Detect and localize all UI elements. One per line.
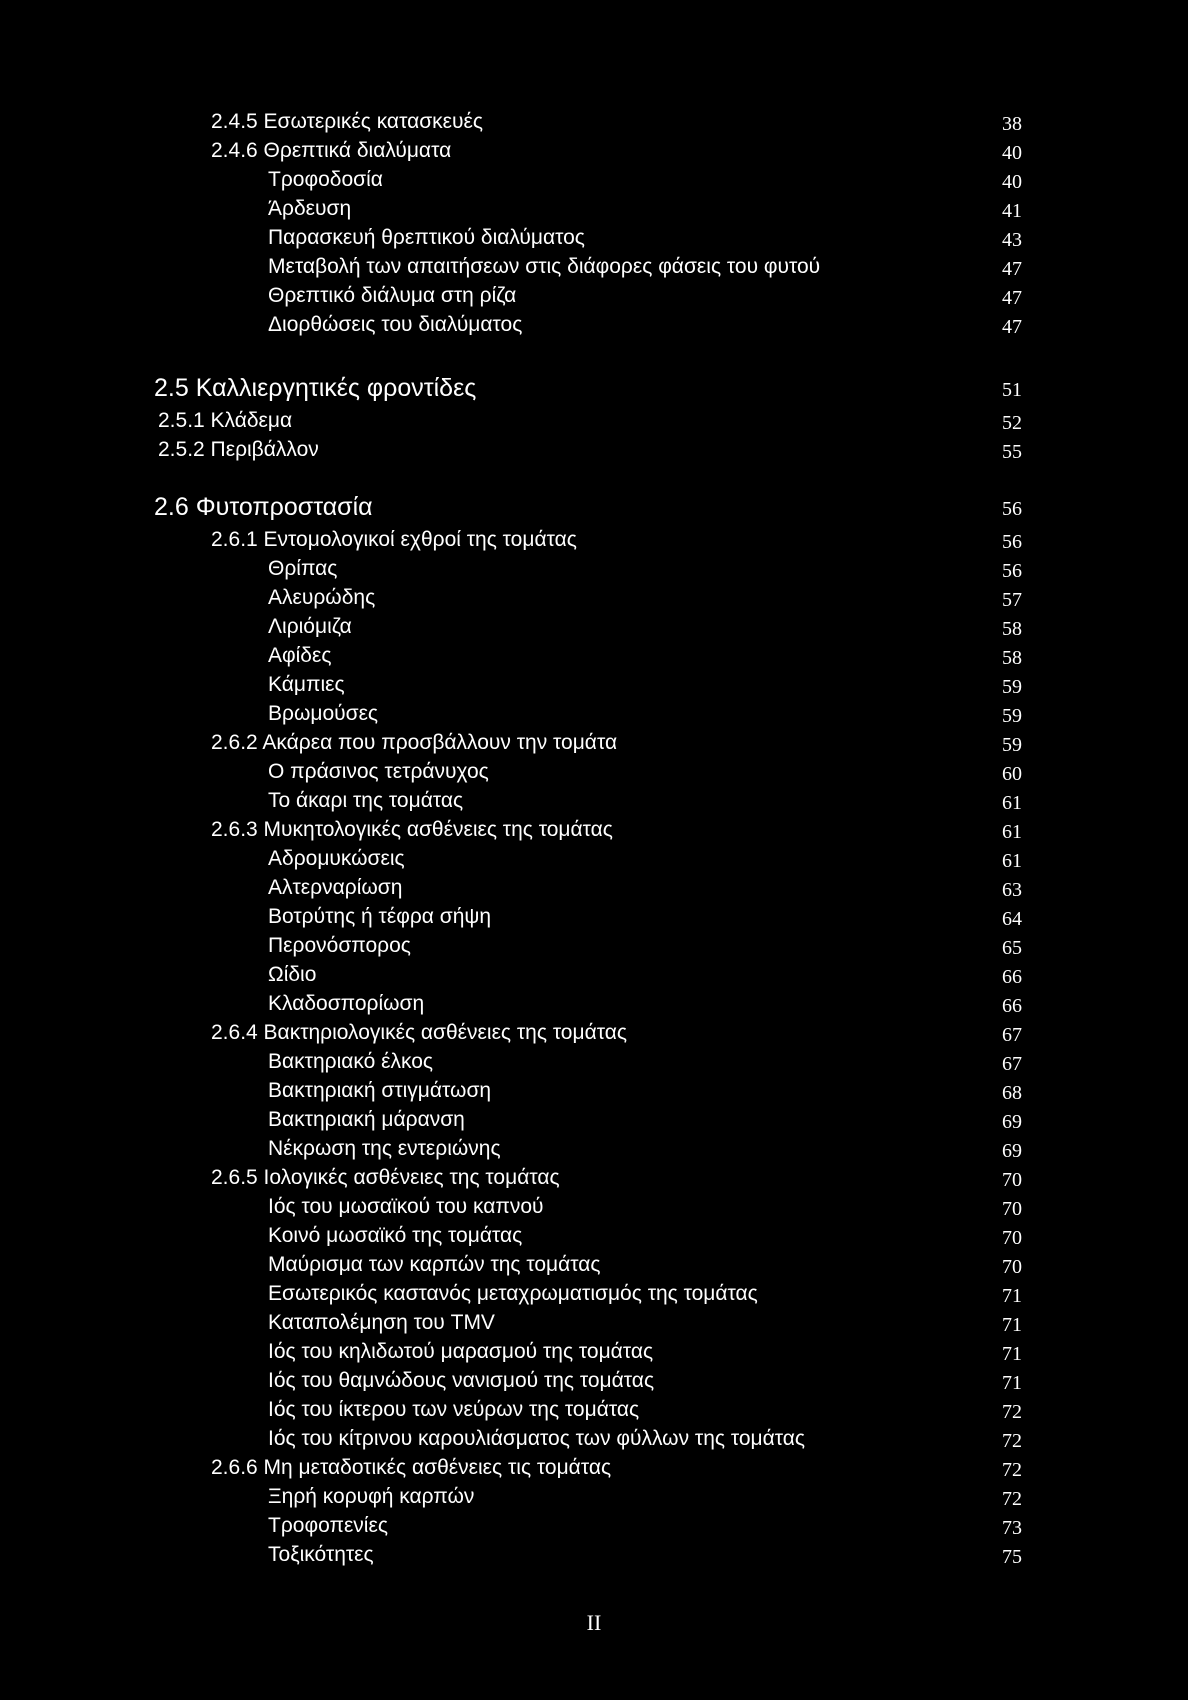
- toc-entry-page: 38: [1002, 113, 1022, 135]
- toc-entry: [0, 556, 1188, 586]
- toc-entry: [0, 1368, 1188, 1398]
- toc-entry: [0, 759, 1188, 789]
- toc-entry-label: Κλαδοσπορίωση: [268, 992, 425, 1015]
- toc-entry: [0, 312, 1188, 342]
- toc-entry-page: 64: [1002, 908, 1022, 930]
- toc-entry-page: 59: [1002, 705, 1022, 727]
- toc-entry-page: 75: [1002, 1546, 1022, 1568]
- toc-entry: [0, 1339, 1188, 1369]
- toc-entry-page: 73: [1002, 1517, 1022, 1539]
- toc-entry-page: 47: [1002, 258, 1022, 280]
- toc-entry-page: 43: [1002, 229, 1022, 251]
- toc-entry-page: 70: [1002, 1198, 1022, 1220]
- toc-entry-page: 61: [1002, 792, 1022, 814]
- toc-entry-label: Θρεπτικό διάλυμα στη ρίζα: [268, 284, 517, 307]
- toc-section-heading: [0, 492, 1188, 522]
- toc-entry: [0, 1223, 1188, 1253]
- toc-entry-page: 71: [1002, 1285, 1022, 1307]
- toc-entry-label: Το άκαρι της τομάτας: [268, 789, 464, 812]
- toc-entry-label: Άρδευση: [268, 197, 352, 220]
- toc-entry-page: 47: [1002, 316, 1022, 338]
- toc-entry: [0, 962, 1188, 992]
- toc-entry-page: 70: [1002, 1169, 1022, 1191]
- toc-entry-label: Βακτηριακή μάρανση: [268, 1108, 465, 1131]
- toc-entry: [0, 1455, 1188, 1485]
- toc-entry-label: 2.6 Φυτοπροστασία: [154, 493, 373, 521]
- toc-entry: [0, 585, 1188, 615]
- toc-entry-label: 2.6.1 Εντομολογικοί εχθροί της τομάτας: [211, 528, 577, 551]
- toc-entry: [0, 1426, 1188, 1456]
- toc-entry-page: 57: [1002, 589, 1022, 611]
- toc-entry: [0, 1484, 1188, 1514]
- toc-entry-page: 71: [1002, 1372, 1022, 1394]
- toc-entry-label: 2.6.4 Βακτηριολογικές ασθένειες της τομάτας: [211, 1021, 627, 1044]
- toc-entry-label: Νέκρωση της εντεριώνης: [268, 1137, 501, 1160]
- toc-entry: [0, 225, 1188, 255]
- toc-entry-label: Ξηρή κορυφή καρπών: [268, 1485, 475, 1508]
- toc-entry-page: 56: [1002, 560, 1022, 582]
- toc-entry: [0, 1310, 1188, 1340]
- toc-entry: [0, 1020, 1188, 1050]
- toc-entry-label: Βρωμούσες: [268, 702, 379, 725]
- toc-entry-label: Τοξικότητες: [268, 1543, 374, 1566]
- toc-entry-label: Ιός του ίκτερου των νεύρων της τομάτας: [268, 1398, 640, 1421]
- toc-entry-page: 66: [1002, 995, 1022, 1017]
- toc-entry: [0, 109, 1188, 139]
- toc-entry: [0, 846, 1188, 876]
- toc-entry-label: Μεταβολή των απαιτήσεων στις διάφορες φάσεις του φυτού: [268, 255, 821, 278]
- toc-entry-label: Καταπολέμηση του TMV: [268, 1311, 495, 1334]
- toc-entry: [0, 1513, 1188, 1543]
- toc-entry-page: 52: [1002, 412, 1022, 434]
- toc-entry: [0, 643, 1188, 673]
- toc-entry: [0, 1252, 1188, 1282]
- toc-entry: [0, 1136, 1188, 1166]
- toc-entry: [0, 788, 1188, 818]
- toc-entry-label: Τροφοπενίες: [268, 1514, 388, 1537]
- toc-entry-label: Βοτρύτης ή τέφρα σήψη: [268, 905, 492, 928]
- toc-entry-label: Αλτερναρίωση: [268, 876, 403, 899]
- toc-entry-page: 71: [1002, 1314, 1022, 1336]
- toc-entry-label: 2.5 Καλλιεργητικές φροντίδες: [154, 374, 477, 402]
- toc-entry-page: 58: [1002, 618, 1022, 640]
- toc-entry-label: Λιριόμιζα: [268, 615, 352, 638]
- toc-entry-page: 41: [1002, 200, 1022, 222]
- toc-entry-label: Περονόσπορος: [268, 934, 411, 957]
- toc-entry: [0, 1107, 1188, 1137]
- toc-entry-page: 67: [1002, 1053, 1022, 1075]
- toc-entry-label: Κοινό μωσαϊκό της τομάτας: [268, 1224, 523, 1247]
- toc-entry: [0, 437, 1188, 467]
- toc-entry: [0, 701, 1188, 731]
- toc-entry-label: Ιός του κηλιδωτού μαρασμού της τομάτας: [268, 1340, 654, 1363]
- toc-entry-label: Ιός του μωσαϊκού του καπνού: [268, 1195, 544, 1218]
- toc-entry-page: 71: [1002, 1343, 1022, 1365]
- toc-entry-page: 59: [1002, 734, 1022, 756]
- toc-entry-label: 2.6.3 Μυκητολογικές ασθένειες της τομάτας: [211, 818, 613, 841]
- toc-entry-label: Βακτηριακό έλκος: [268, 1050, 434, 1073]
- toc-entry: [0, 614, 1188, 644]
- toc-entry-label: Μαύρισμα των καρπών της τομάτας: [268, 1253, 601, 1276]
- toc-entry-page: 72: [1002, 1401, 1022, 1423]
- toc-entry: [0, 904, 1188, 934]
- toc-entry-page: 69: [1002, 1111, 1022, 1133]
- toc-entry: [0, 1194, 1188, 1224]
- toc-entry-page: 69: [1002, 1140, 1022, 1162]
- toc-entry-label: Ιός του θαμνώδους νανισμού της τομάτας: [268, 1369, 655, 1392]
- toc-entry-page: 55: [1002, 441, 1022, 463]
- toc-entry: [0, 138, 1188, 168]
- toc-entry-page: 58: [1002, 647, 1022, 669]
- toc-entry-label: 2.5.1 Κλάδεμα: [158, 409, 293, 432]
- toc-entry: [0, 254, 1188, 284]
- page-number-footer: II: [586, 1610, 602, 1635]
- toc-entry: [0, 1397, 1188, 1427]
- toc-entry-label: 2.6.6 Μη μεταδοτικές ασθένειες τις τομάτας: [211, 1456, 612, 1479]
- toc-entry-label: 2.6.2 Ακάρεα που προσβάλλουν την τομάτα: [211, 731, 618, 754]
- toc-entry-page: 56: [1002, 531, 1022, 553]
- toc-entry-page: 59: [1002, 676, 1022, 698]
- toc-entry-label: 2.6.5 Ιολογικές ασθένειες της τομάτας: [211, 1166, 560, 1189]
- toc-entry: [0, 527, 1188, 557]
- toc-section-heading: [0, 373, 1188, 403]
- toc-entry-label: Κάμπιες: [268, 673, 345, 696]
- toc-entry-label: Εσωτερικός καστανός μεταχρωματισμός της τομάτας: [268, 1282, 758, 1305]
- toc-entry: [0, 167, 1188, 197]
- toc-entry-page: 72: [1002, 1488, 1022, 1510]
- toc-entry-label: Τροφοδοσία: [268, 168, 383, 191]
- toc-entry-label: Θρίπας: [268, 557, 338, 580]
- toc-entry-page: 61: [1002, 821, 1022, 843]
- toc-entry-label: Ωίδιο: [268, 963, 317, 986]
- toc-entry-page: 56: [1002, 498, 1022, 520]
- toc-entry-label: 2.4.6 Θρεπτικά διαλύματα: [211, 139, 452, 162]
- toc-entry-page: 72: [1002, 1459, 1022, 1481]
- toc-entry-page: 63: [1002, 879, 1022, 901]
- toc-entry-page: 66: [1002, 966, 1022, 988]
- toc-entry: [0, 991, 1188, 1021]
- toc-entry: [0, 1281, 1188, 1311]
- toc-entry-label: Παρασκευή θρεπτικού διαλύματος: [268, 226, 585, 249]
- toc-entry-page: 60: [1002, 763, 1022, 785]
- toc-entry: [0, 1049, 1188, 1079]
- toc-entry-label: Αδρομυκώσεις: [268, 847, 405, 870]
- toc-entry-page: 47: [1002, 287, 1022, 309]
- toc-entry-label: Ο πράσινος τετράνυχος: [268, 760, 489, 783]
- toc-entry: [0, 875, 1188, 905]
- toc-entry: [0, 196, 1188, 226]
- toc-entry: [0, 817, 1188, 847]
- toc-entry-label: Αλευρώδης: [268, 586, 376, 609]
- toc-entry: [0, 672, 1188, 702]
- toc-entry-page: 67: [1002, 1024, 1022, 1046]
- toc-entry-label: Αφίδες: [268, 644, 332, 667]
- toc-entry: [0, 730, 1188, 760]
- toc-entry: [0, 933, 1188, 963]
- toc-entry: [0, 408, 1188, 438]
- toc-entry-page: 70: [1002, 1256, 1022, 1278]
- toc-entry-page: 40: [1002, 142, 1022, 164]
- toc-entry-label: Βακτηριακή στιγμάτωση: [268, 1079, 492, 1102]
- toc-entry: [0, 1542, 1188, 1572]
- toc-entry-label: Διορθώσεις του διαλύματος: [268, 313, 523, 336]
- toc-entry-page: 68: [1002, 1082, 1022, 1104]
- toc-entry-page: 72: [1002, 1430, 1022, 1452]
- toc-entry-page: 51: [1002, 379, 1022, 401]
- toc-entry-page: 70: [1002, 1227, 1022, 1249]
- toc-entry-label: 2.4.5 Εσωτερικές κατασκευές: [211, 110, 484, 133]
- toc-entry: [0, 1078, 1188, 1108]
- toc-entry-page: 61: [1002, 850, 1022, 872]
- toc-entry: [0, 283, 1188, 313]
- toc-entry: [0, 1165, 1188, 1195]
- toc-entry-page: 40: [1002, 171, 1022, 193]
- toc-entry-label: 2.5.2 Περιβάλλον: [158, 438, 319, 461]
- toc-entry-label: Ιός του κίτρινου καρουλιάσματος των φύλλων της τομάτας: [268, 1427, 806, 1450]
- toc-entry-page: 65: [1002, 937, 1022, 959]
